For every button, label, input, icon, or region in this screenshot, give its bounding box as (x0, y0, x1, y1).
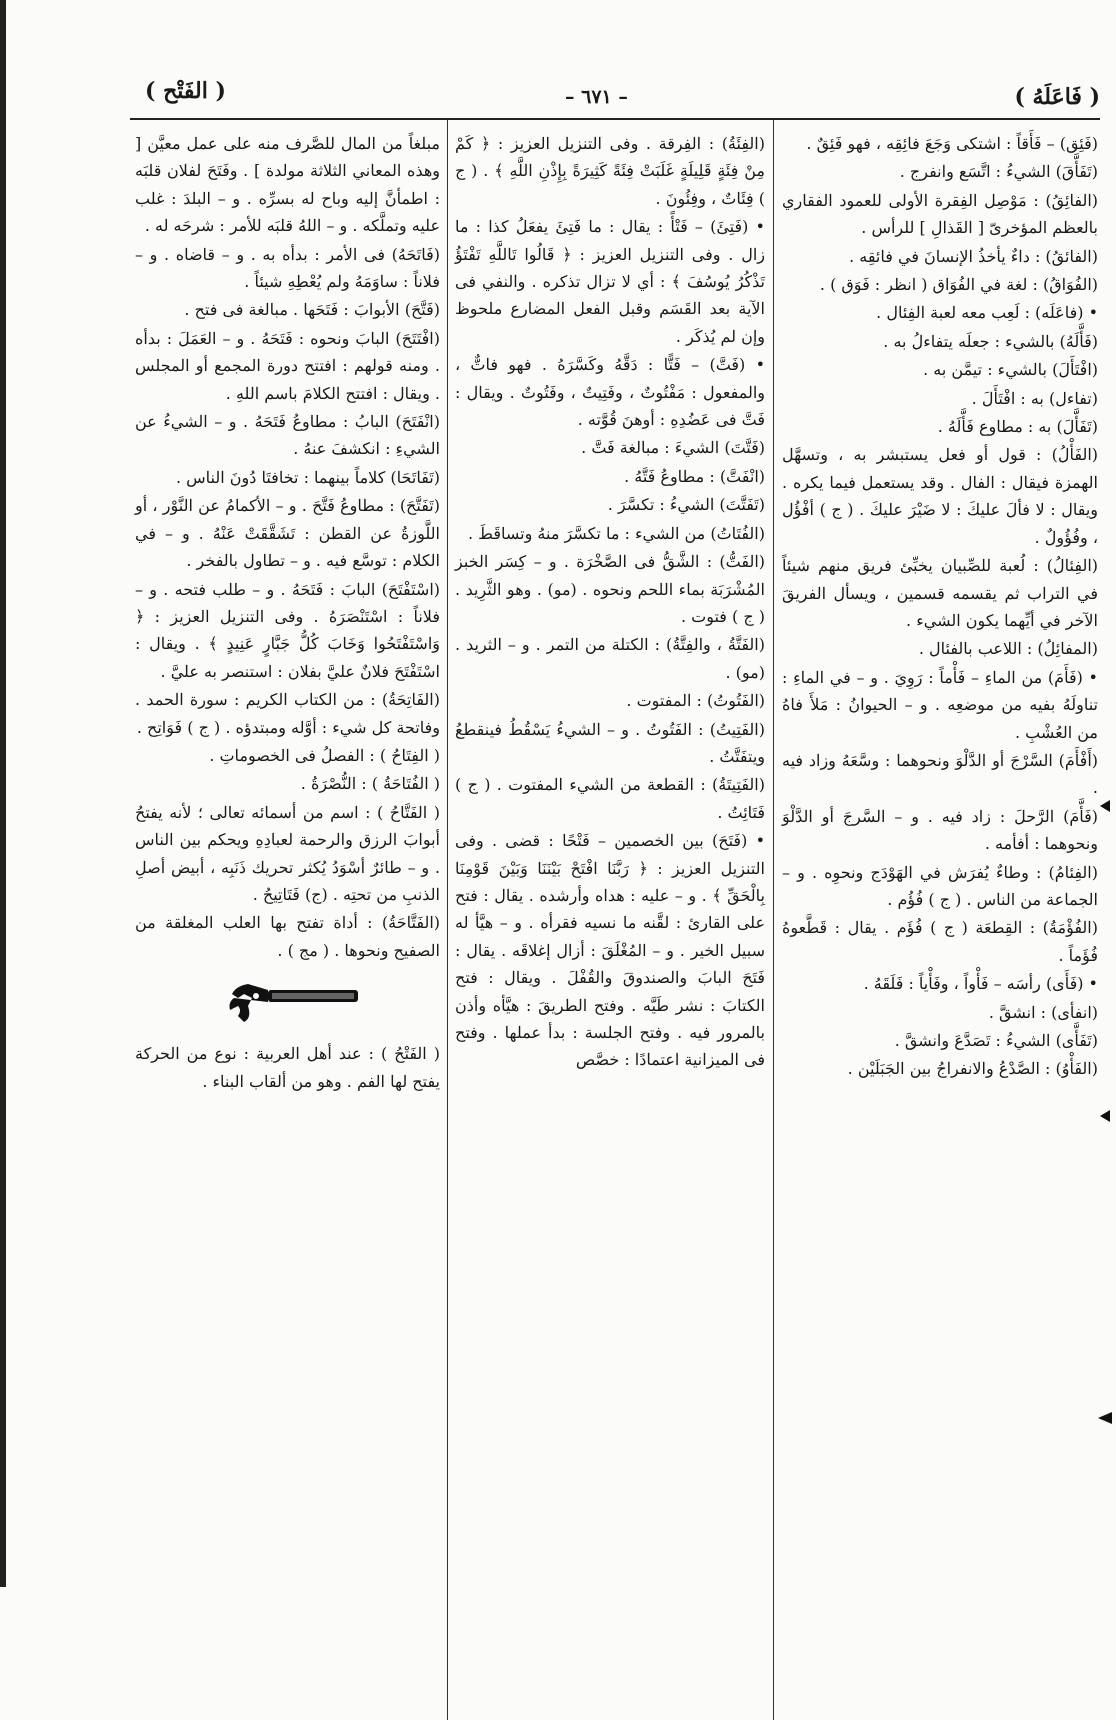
entry: (المفائِلُ) : اللاعب بالفئال . (918, 639, 1098, 659)
entry: (انْفَتَّ) : مطاوعُ فَتَّهُ . (624, 466, 765, 486)
entry: • (فَتَّ) – فَتًّا : دَقَّهُ وكَسَّرَهُ . فهو فاتٌّ ، والمفعول : مَفْتُوتٌ ، وفَتِيتٌ ، وفَتُوتٌ . ويقال : فَتَّ فى عَضُدِهِ : أوهنَ قُوَّته . (455, 355, 765, 430)
entry: ( الفَتَّاحُ ) : اسم من أسمائه تعالى ؛ لأنه يفتحُ أبوابَ الرزق والرحمة لعبادِهِ ويحكم بين الناس . و – طائرٌ أسْوَدُ يُكثر تحريك ذَنَبِه ، أبيض أصلِ الذنبِ من تحتِه . (ج) فَتَاتِيحُ . (135, 802, 440, 904)
header-rule (130, 118, 1100, 120)
page-edge (0, 0, 6, 1587)
column-middle (455, 130, 765, 1075)
entry: • (فَتَحَ) بين الخصمين – فَتْحًا : قضى . وفى التنزيل العزيز : ﴿ رَبَّنَا افْتَحْ بَيْنَنَا وَبَيْنَ قَوْمِنَا بِالْحَقِّ ﴾ . و – عليه : هداه وأرشده . يقال : فتح على القارئ : لقَّنه ما نسيه فقرأه . و – هيَّأ له سبيل الخير . و – المُغْلَقَ : أزال إغلاقَه . يقال : فَتَحَ البابَ والصندوقَ والقُفْلَ . ويقال : فتح الكتابَ : نشر طَيَّه . وفتح الطريقَ : هيَّأه وأذن بالمرور فيه . وفتح الجلسة : بدأ عملها . وفتح فى الميزانية اعتمادًا : خصَّص (455, 831, 765, 1070)
entry: (الفَتِيتُ) : الفَتُوتُ . و – الشيءُ يَسْقُطُ فينقطعُ ويتفَتَّتُ . (455, 719, 765, 766)
entry: (الفائِقُ) : مَوْصِل الفِقرة الأولى للعمود الفقاري بالعظم المؤخرىّ [ القَذالِ ] للرأس . (782, 190, 1098, 238)
column-rule-right (773, 120, 774, 1720)
column-left (135, 130, 440, 1096)
entry: مبلغاً من المال للصَّرف منه على عمل معيَّن [ وهذه المعاني الثلاثة مولدة ] . وفَتَحَ لفلان قلبَه : اطمأنَّ إليه وباح له بسرِّه . و – البلدَ : غلب عليه وتملَّكه . و – اللهُ قلبَه للأمر : شرحَه له . (135, 134, 440, 236)
entry: (تَفَتَّتَ) الشيءُ : تكسَّرَ . (607, 495, 765, 515)
entry: (فَاتَحَهُ) فى الأمر : بدأه به . و – قاضاه . و – فلاناً : ساوَمَهُ ولم يُعْطِهِ شيئاً . (135, 244, 440, 292)
entry: (تفاءل) به : افْتَأَلَ . (971, 388, 1098, 408)
entry: (تَفَأَّلَ) به : مطاوع فَأَّلَهُ . (937, 417, 1098, 437)
margin-mark (1100, 1110, 1110, 1122)
page-number: – ٦٧١ – (565, 86, 628, 108)
entry: (الفِئَةُ) : الفِرقة . وفى التنزيل العزيز : ﴿ كَمْ مِنْ فِئَةٍ قَلِيلَةٍ غَلَبَتْ فِئَةً كَثِيرَةً بِإِذْنِ اللَّهِ ﴾ . ( ج ) فِئَاتٌ ، وفِئُونَ . (455, 134, 765, 208)
entry: (الفَتِيتَةُ) : القطعة من الشيء المفتوت . ( ج ) فَتَائِتُ . (455, 775, 765, 822)
entry: (اسْتَفْتَحَ) البابَ : فَتَحَهُ . و – طلب فتحه . و – فلاناً : اسْتَنْصَرَهُ . وفى التنزيل العزيز : ﴿ وَاسْتَفْتَحُوا وَخَابَ كُلُّ جَبَّارٍ عَنِيدٍ ﴾ . ويقال : اسْتَفْتَحَ فلانٌ عليَّ بفلان : استنصر به عليَّ . (135, 579, 440, 681)
margin-mark (1098, 1412, 1112, 1424)
entry: (الفَاتِحَةُ) : من الكتاب الكريم : سورة الحمد . وفاتحة كل شيء : أوَّله ومبتدؤه . ( ج ) فَوَاتِح . (135, 690, 440, 737)
entry: (الفائقُ) : داءٌ يأخذُ الإنسانَ في فائقِه . (849, 246, 1098, 266)
header-right-word: ( فَاعَلَهُ ) (1014, 84, 1100, 110)
entry: (تَفَأَّى) الشيءُ : تَصَدَّعَ وانشقَّ . (894, 1031, 1098, 1050)
entry: (فَأَّمَ) الرَّحلَ : زاد فيه . و – السَّرجَ أو الدَّلْوَ ونحوهما : أفأمه . (782, 806, 1098, 854)
entry: (فَئِق) – فَأَقاً : اشتكى وَجَعَ فائِقِه ، فهو فَئِقٌ . (806, 134, 1098, 153)
page-header (135, 74, 1116, 118)
entry: (الفَتُوتُ) : المفتوت . (626, 691, 765, 711)
column-rule-left (447, 120, 448, 1720)
entry: (فَتَّحَ) الأبوابَ : فَتَحَها . مبالغة فى فتح . (184, 300, 440, 320)
entry: (تَفَتَّحَ) : مطاوعُ فَتَّحَ . و – الأكمامُ عن النَّوْر ، أو اللَّوزةُ عن القطن : تَشَقَّقَتْ عَنْهُ . و – في الكلام : توسَّع فيه . و – تطاول بالفخر . (135, 496, 440, 571)
entry: ( الفَتْحُ ) : عند أهل العربية : نوع من الحركة يفتح لها الفم . وهو من ألقاب البناء . (135, 1044, 440, 1091)
entry: (افْتَتَحَ) البابَ ونحوه : فَتَحَهُ . و – العَمَلَ : بدأه . ومنه قولهم : افتتح دورة المجمع أو المجلس . ويقال : افتتح الكلامَ باسم اللهِ . (135, 328, 440, 403)
entry: (الفَأْلُ) : قول أو فعل يستبشر به ، وتسهَّل الهمزة فيقال : الفال . وقد يستعمل فيما يكره . ويقال : لا فألَ عليكَ : لا ضَيْرَ عليكَ . ( ج ) أفْؤُل ، وفُؤُولٌ . (782, 445, 1098, 547)
entry: (انْفَتَحَ) البابُ : مطاوعُ فَتَحَهُ . و – الشيءُ عن الشيءِ : انكشفَ عنهُ . (135, 412, 440, 459)
entry: (افْتَأَلَ) بالشيء : تيمَّن به . (923, 360, 1098, 380)
entry: • (فاعَلَه) : لَعِب معه لعبة الفِئال . (876, 303, 1098, 323)
can-opener-illustration (208, 976, 368, 1024)
entry: • (فَتِئَ) – فَتْأً : يقال : ما فَتِئَ يفعَلُ كذا : ما زال . وفى التنزيل العزيز : ﴿ قَالُوا تَاللَّهِ تَفْتَؤُ تَذْكُرُ يُوسُفَ ﴾ : أي لا تزال تذكره . والنفي فى الآية بعد القَسَم وقبل الفعل المضارع ملحوظ وإن لم يُذكَر . (455, 217, 765, 346)
entry: (تَفَاتَحَا) كلاماً بينهما : تخافتَا دُونَ الناس . (175, 467, 440, 487)
entry: (انفأى) : انشقَّ . (988, 1002, 1098, 1022)
entry: (الفِئالُ) : لُعبة للصِّبيان يخبِّئ فريق منهم شيئاً في التراب ثم يقسمه قسمين ، ويسأل الفريقَ الآخر في أيِّهما يكون الشيء . (782, 556, 1098, 630)
entry: (الفُؤْمَةُ) : القِطعَة ( ج ) فُؤَم . يقال : قَطَّعوهُ فُؤَماً . (782, 918, 1098, 965)
entry: • (فَأَى) رأسَه – فَأْواً ، وفَأْياً : فَلَقَهُ . (863, 974, 1098, 994)
entry: • (فَأَمَ) من الماءِ – فَأْماً : رَوِيَ . و – في الماءِ : تناولَهُ بفيه من موضعِه . و – الحيوانُ : مَلأَ فاهُ من العُشْبِ . (782, 667, 1098, 742)
entry: (الفُوَاقُ) : لغة في الفُوَاق ( انظر : فَوَق ) . (819, 275, 1098, 295)
entry: (الفَتَّةُ ، والفِتَّةُ) : الكتلة من التمر . و – الثريد . (مو) . (455, 635, 765, 682)
entry: (فَأَّلَهُ) بالشيء : جعلَه يتفاءلُ به . (883, 331, 1098, 351)
entry: (فَتَّتَ) الشيءَ : مبالغة فَتَّ . (581, 438, 765, 458)
entry: (الفَأْوُ) : الصَّدْعُ والانفراجُ بين الجَبَلَيْن . (847, 1059, 1098, 1079)
margin-mark (1100, 800, 1110, 812)
entry: (الفَتَّاحَةُ) : أداة تفتح بها العلب المغلقة من الصفيح ونحوها . ( مج ) . (135, 913, 440, 960)
entry: ( الفِتَاحُ ) : الفصلُ فى الخصوماتِ . (209, 745, 440, 765)
column-right (782, 130, 1098, 1084)
entry: (الفُتَاتُ) من الشيء : ما تكسَّرَ منهُ وتساقَطَ . (467, 523, 765, 543)
entry: (تَفَأَّقَ) الشيءُ : اتَّسَع وانفرج . (899, 162, 1098, 182)
entry: ( الفُتَاحَةُ ) : النُّصْرَةُ . (300, 774, 440, 794)
entry: (الفَتُّ) : الشَّقُّ فى الصَّخْرَة . و – كِسَر الخبز المُشْرَبَة بماء اللحم ونحوه . (مو) . وهو الثَّرِيد . ( ج ) فتوت . (455, 552, 765, 626)
header-left-word: ( الفَتْح ) (145, 78, 226, 104)
entry: (الفِئامُ) : وطاءٌ يُفرَش في الهَوْدَج ونحوِه . و – الجماعة من الناس . ( ج ) فُؤُم . (782, 862, 1098, 909)
entry: (أَفْأَمَ) السَّرْجَ أو الدَّلْوَ ونحوهما : وسَّعَهُ وزاد فيه . (782, 750, 1098, 798)
